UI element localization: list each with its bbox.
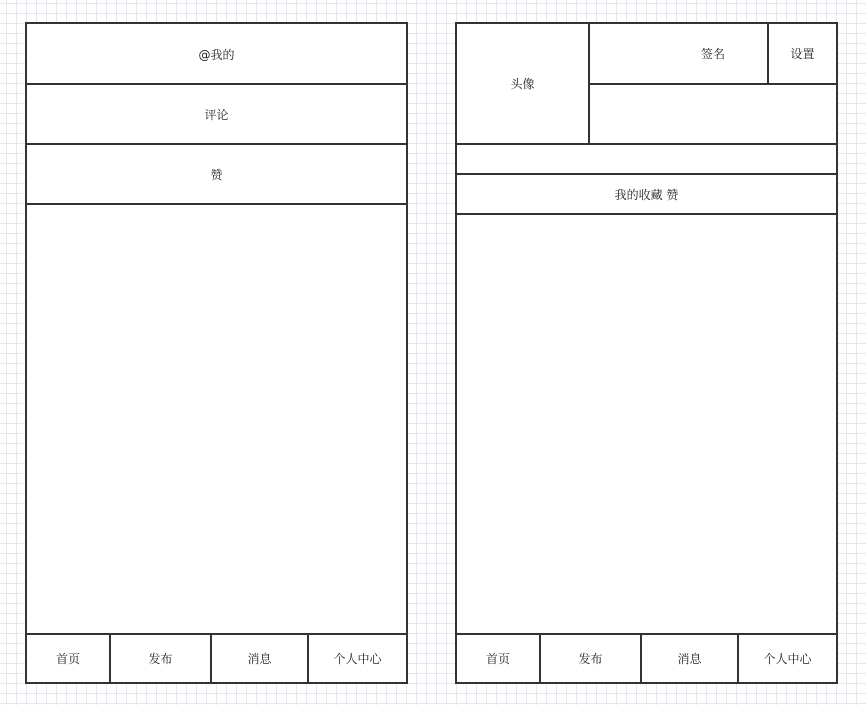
nav-messages[interactable]: [212, 635, 307, 682]
nav-messages-label: 消息: [677, 652, 702, 666]
nav-home-label: 首页: [485, 652, 510, 666]
signature-label: 签名: [700, 47, 725, 61]
content-area: [457, 215, 836, 633]
avatar-label: 头像: [510, 77, 535, 91]
nav-publish[interactable]: [111, 635, 210, 682]
nav-home[interactable]: [457, 635, 539, 682]
nav-messages-label: 消息: [247, 652, 272, 666]
mention-label: @我的: [198, 47, 235, 62]
nav-profile-label: 个人中心: [763, 652, 812, 666]
signature-field[interactable]: [590, 24, 767, 83]
settings-button[interactable]: [769, 24, 836, 83]
like-row[interactable]: [27, 145, 406, 203]
tab-bar[interactable]: [457, 175, 836, 213]
messages-screen: [25, 22, 408, 684]
comment-row[interactable]: [27, 85, 406, 143]
nav-publish[interactable]: [541, 635, 640, 682]
info-area: [590, 85, 836, 143]
nav-profile[interactable]: [739, 635, 836, 682]
mention-row[interactable]: [27, 24, 406, 84]
settings-label: 设置: [790, 47, 815, 61]
nav-profile[interactable]: [309, 635, 406, 682]
spacer-strip: [457, 145, 836, 173]
nav-profile-label: 个人中心: [333, 652, 382, 666]
content-area: [27, 205, 406, 633]
like-label: 赞: [210, 167, 223, 182]
profile-screen: [455, 22, 838, 684]
nav-home[interactable]: [27, 635, 109, 682]
avatar[interactable]: [457, 24, 588, 143]
nav-publish-label: 发布: [578, 652, 603, 666]
tab-bar-label: 我的收藏 赞: [614, 187, 679, 202]
nav-publish-label: 发布: [148, 652, 173, 666]
nav-messages[interactable]: [642, 635, 737, 682]
comment-label: 评论: [204, 107, 229, 122]
nav-home-label: 首页: [55, 652, 80, 666]
